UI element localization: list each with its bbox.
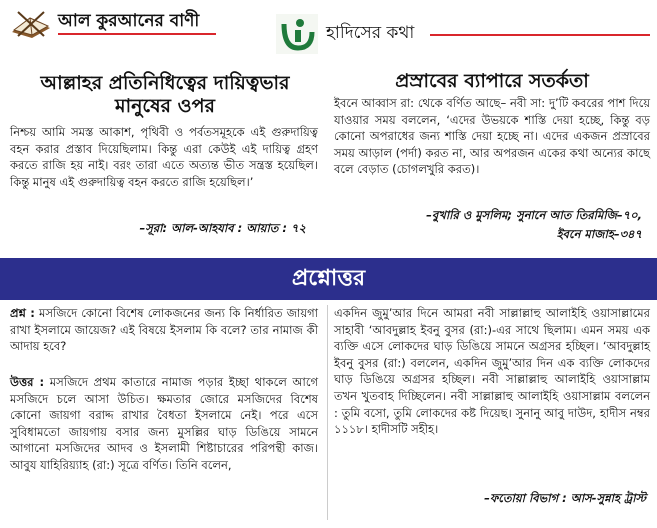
answer-label: উত্তর :	[10, 375, 45, 389]
quran-section-header: আল কুরআনের বাণী	[58, 11, 200, 31]
qa-banner: প্রশ্নোত্তর	[0, 258, 657, 300]
quran-verse-text: নিশ্চয় আমি সমস্ত আকাশ, পৃথিবী ও পর্বতসমূহকে এই গুরুদায়িত্ব বহন করার প্রস্তাব দিয়েছিলাম। কিন্তু এরা কেউই এই দায়িত্ব গ্রহণ করতে রাজি হয় নাই। বরং তারা এতে অত্যন্ত ভীত সন্ত্রস্ত হয়েছিল। কিন্তু মানুষ এই গুরুদায়িত্ব বহন করতে রাজি হয়েছিল।’	[10, 125, 318, 189]
answer-text-right: একদিন জুমু’আর দিনে আমরা নবী সাল্লাল্লাহু আলাইহি ওয়াসাল্লামের সাহাবী ‘আবদুল্লাহ ইবনু বুসর (রা:)-এর সাথে ছিলাম। এমন সময় এক ব্যক্তি এসে লোকদের ঘাড় ডিঙিয়ে সামনে অগ্রসর হচ্ছিল। ‘আবদুল্লাহ ইবনু বুসর (রা:) বললেন, একদিন জুমু’আর দিন এক ব্যক্তি লোকদের ঘাড় ডিঙিয়ে অগ্রসর হচ্ছিল। নবী সাল্লাল্লাহু আলাইহি ওয়াসাল্লাম তখন খুতবাহ দিচ্ছিলেন। নবী সাল্লাল্লাহু আলাইহি ওয়াসাল্লাম বললেন : তুমি বসো, তুমি লোকদের কষ্ট দিয়েছ। সুনানু আবু দাউদ, হাদীস নম্বর ১১১৮। হাদীসটি সহীহ।	[334, 306, 650, 437]
quran-header-rule	[58, 33, 216, 35]
hadith-title: প্রস্রাবের ব্যাপারে সতর্কতা	[395, 70, 589, 92]
fatwa-signature: –ফতোয়া বিভাগ : আস-সুন্নাহ ট্রাস্ট	[484, 491, 646, 505]
question-block	[10, 305, 318, 355]
answer-text-left: মসজিদে প্রথম কাতারে নামাজ পড়ার ইচ্ছা থাকলে আগে মসজিদে চলে আসা উচিত। ক্ষমতার জোরে মসজিদের বিশেষ কোনো জায়গা বরাদ্দ রাখার বৈধতা ইসলামে নেই। পরে এসে সুবিধামতো জায়গায় বসার জন্য মুসল্লির ঘাড় ডিঙিয়ে সামনে আগানো মসজিদের আদব ও ইসলামী শিষ্টাচারের পরিপন্থী কাজ। আবুয যাহিরিয়্যাহ (রা:) সূত্রে বর্ণিত। তিনি বলেন,	[10, 375, 319, 472]
answer-block-left	[10, 374, 318, 474]
hadith-text: ইবনে আব্বাস রা: থেকে বর্ণিত আছে– নবী সা: দু’টি কবরের পাশ দিয়ে যাওয়ার সময় বললেন, ‘এদের উভয়কে শাস্তি দেয়া হচ্ছে, কিন্তু বড় কোনো অপরাধের জন্য শাস্তি দেয়া হচ্ছে না। এদের একজন প্রস্রাবের সময় আড়াল (পর্দা) করত না, আর অপরজন একের কথা অন্যের কাছে বলে বেড়াত (চোগলখুরি করত)।	[334, 96, 650, 177]
question-text: মসজিদে কোনো বিশেষ লোকজনের জন্য কি নির্ধারিত জায়গা রাখা ইসলামে জায়েজ? এই বিষয়ে ইসলাম কি বলে? তার নামাজ কী আদায় হবে?	[10, 306, 319, 354]
hadith-source-line-2: ইবনে মাজাহ–৩৪৭	[556, 227, 642, 241]
quran-book-icon	[8, 6, 54, 40]
question-label: প্রশ্ন :	[10, 306, 35, 320]
column-divider	[327, 305, 328, 520]
hadith-section-header: হাদিসের কথা	[326, 23, 415, 43]
quran-title: আল্লাহর প্রতিনিধিত্বের দায়িত্বভার মানুষের ওপর	[40, 72, 290, 117]
hadith-header-rule	[430, 34, 650, 36]
hadith-logo-icon	[276, 14, 318, 54]
hadith-source-line-1: –বুখারি ও মুসলিম; সুনানে আত তিরমিজি–৭০,	[426, 208, 642, 222]
quran-source: –সূরা: আল-আহযাব : আয়াত : ৭২	[139, 221, 306, 235]
